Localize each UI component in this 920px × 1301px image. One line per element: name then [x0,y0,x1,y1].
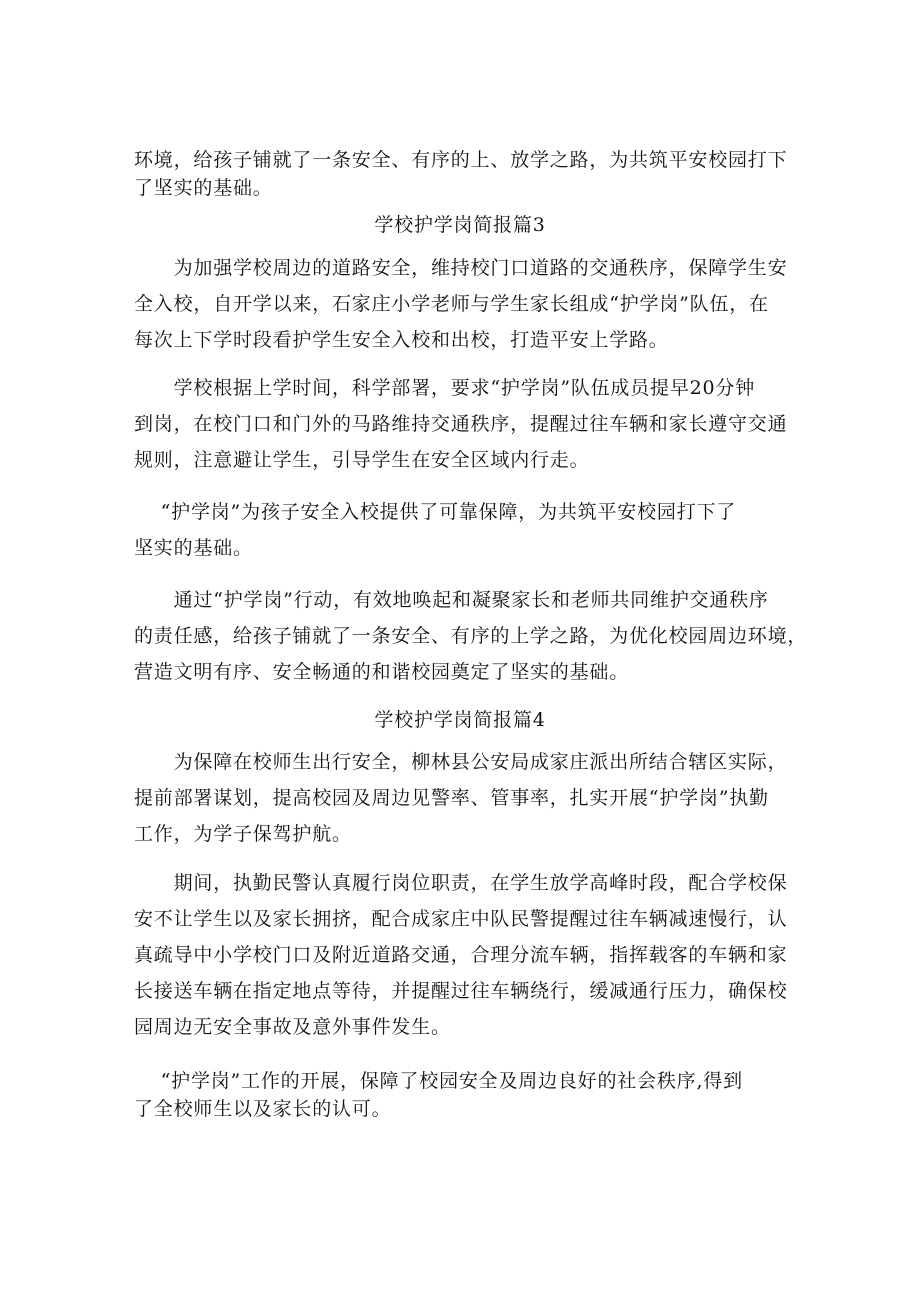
paragraph-intro-continuation [134,146,798,202]
paragraph-section4-duty [134,865,798,1045]
text-line: 期间，执勤民警认真履行岗位职责，在学生放学高峰时段，配合学校保 [134,872,788,894]
text-line: 长接送车辆在指定地点等待，并提醒过往车辆绕行，缓减通行压力，确保校 [134,980,788,1002]
text-line: 每次上下学时段看护学生安全入校和出校，打造平安上学路。 [134,329,669,351]
section-heading-4: 学校护学岗简报篇4 [374,709,546,731]
text-line: 提前部署谋划，提高校园及周边见警率、管事率，扎实开展“护学岗”执勤 [134,787,769,809]
paragraph-section4-intro [134,744,798,852]
text-line: 真疏导中小学校门口及附近道路交通，合理分流车辆，指挥载客的车辆和家 [134,944,788,966]
text-line: 坚实的基础。 [134,537,253,559]
paragraph-section3-deployment [134,370,798,478]
text-line: “护学岗”为孩子安全入校提供了可靠保障，为共筑平安校园打下了 [134,501,737,523]
text-line: 到岗，在校门口和门外的马路维持交通秩序，提醒过往车辆和家长遵守交通 [134,413,788,435]
text-line: 全入校，自开学以来，石家庄小学老师与学生家长组成“护学岗”队伍，在 [134,293,769,315]
text-line: 工作，为学子保驾护航。 [134,823,352,845]
text-line: 环境，给孩子铺就了一条安全、有序的上、放学之路，为共筑平安校园打下 [134,149,788,171]
paragraph-section3-intro [134,250,798,358]
paragraph-section3-guarantee [134,494,798,566]
text-line: 的责任感，给孩子铺就了一条安全、有序的上学之路，为优化校园周边环境， [134,625,808,647]
text-line: 了坚实的基础。 [134,177,273,199]
text-line: 营造文明有序、安全畅通的和谐校园奠定了坚实的基础。 [134,661,630,683]
text-line: 规则，注意避让学生，引导学生在安全区域内行走。 [134,449,590,471]
text-line: 学校根据上学时间，科学部署，要求“护学岗”队伍成员提早20分钟 [134,377,756,399]
text-line: 了全校师生以及家长的认可。 [134,1098,392,1120]
text-line: 通过“护学岗”行动，有效地唤起和凝聚家长和老师共同维护交通秩序 [134,589,769,611]
section-heading-3: 学校护学岗简报篇3 [374,214,546,236]
text-line: 园周边无安全事故及意外事件发生。 [134,1016,451,1038]
text-line: 安不让学生以及家长拥挤，配合成家庄中队民警提醒过往车辆减速慢行，认 [134,908,788,930]
text-line: 为加强学校周边的道路安全，维持校门口道路的交通秩序，保障学生安 [134,257,788,279]
paragraph-section4-result [134,1067,798,1123]
text-line: 为保障在校师生出行安全，柳林县公安局成家庄派出所结合辖区实际， [134,751,788,773]
text-line: “护学岗”工作的开展，保障了校园安全及周边良好的社会秩序,得到 [134,1070,743,1092]
paragraph-section3-action [134,582,808,690]
